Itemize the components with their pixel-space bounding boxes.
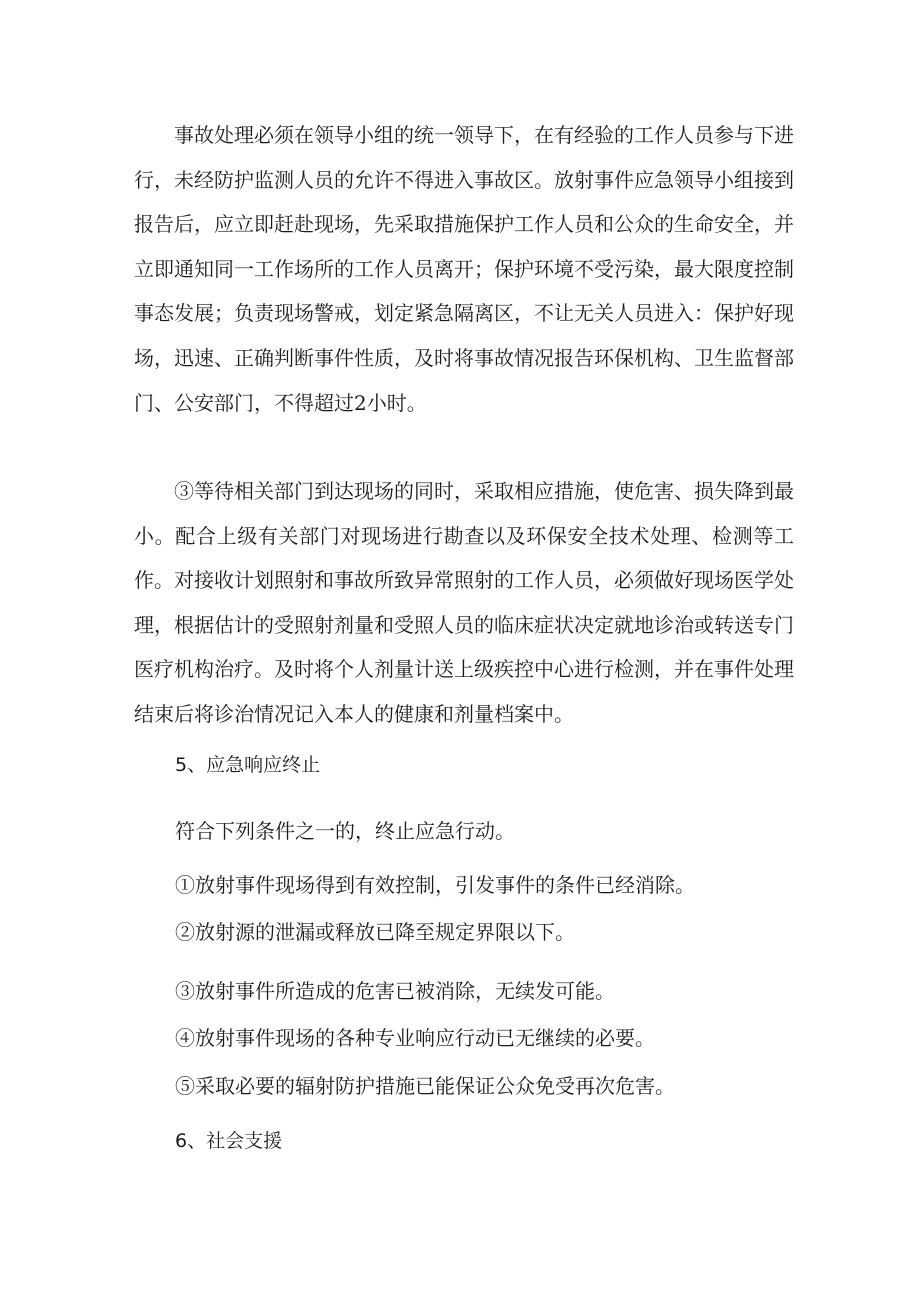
condition-item: ①放射事件现场得到有效控制，引发事件的条件已经消除。 (175, 873, 695, 897)
paragraph-waiting-measures: ③等待相关部门到达现场的同时，采取相应措施，使危害、损失降到最小。配合上级有关部门对现场进行勘查以及环保安全技术处理、检测等工作。对接收计划照射和事故所致异常照射的工作人员，必须做好现场医学处理，根据估计的受照射剂量和受照人员的临床症状决定就地诊治或转送专门医疗机构治疗。及时将个人剂量计送上级疾控中心进行检测，并在事件处理结束后将诊治情况记入本人的健康和剂量档案中。 (134, 479, 794, 726)
section-heading-response-termination: 5、应急响应终止 (175, 754, 321, 776)
section-heading-social-support: 6、社会支援 (175, 1130, 283, 1152)
condition-item: ⑤采取必要的辐射防护措施已能保证公众免受再次危害。 (175, 1074, 675, 1098)
condition-item: ③放射事件所造成的危害已被消除，无续发可能。 (175, 979, 615, 1003)
condition-item: ④放射事件现场的各种专业响应行动已无继续的必要。 (175, 1026, 655, 1050)
paragraph-accident-handling: 事故处理必须在领导小组的统一领导下，在有经验的工作人员参与下进行，未经防护监测人员的允许不得进入事故区。放射事件应急领导小组接到报告后，应立即赶赴现场，先采取措施保护工作人员和公众的生命安全，并立即通知同一工作场所的工作人员离开；保护环境不受污染，最大限度控制事态发展；负责现场警戒，划定紧急隔离区，不让无关人员进入：保护好现场，迅速、正确判断事件性质，及时将事故情况报告环保机构、卫生监督部门、公安部门，不得超过2小时。 (134, 123, 794, 415)
condition-item: ②放射源的泄漏或释放已降至规定界限以下。 (175, 920, 575, 944)
section-intro: 符合下列条件之一的，终止应急行动。 (175, 819, 515, 843)
